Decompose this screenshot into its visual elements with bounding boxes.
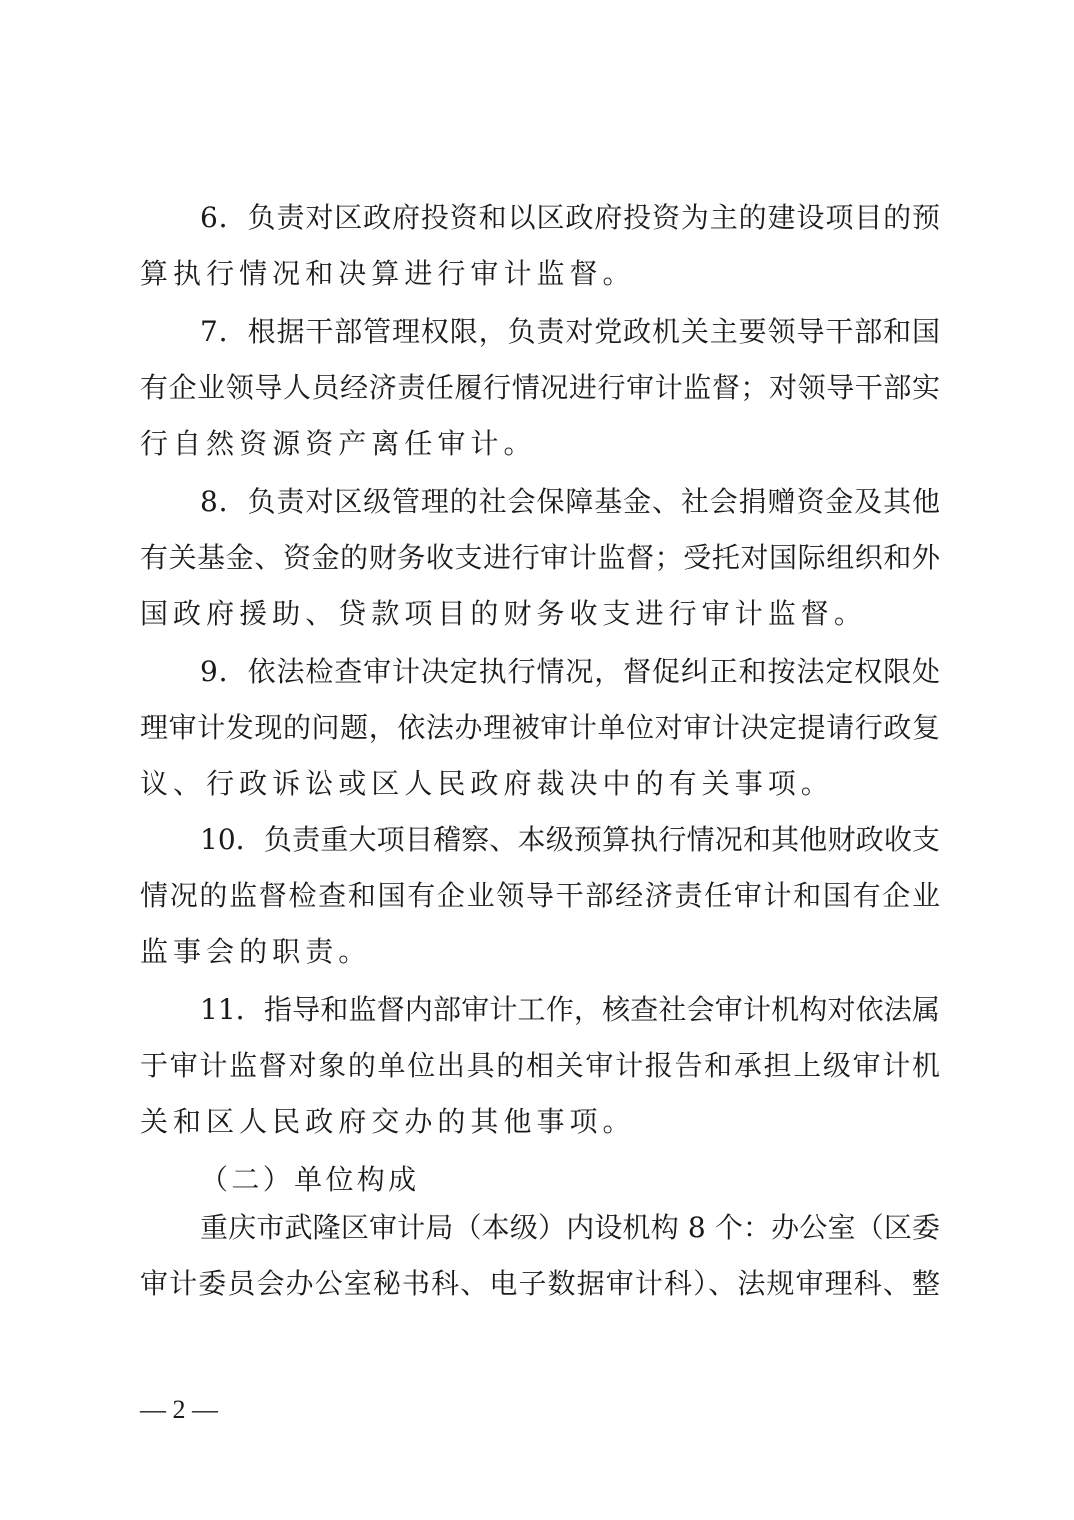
paragraph-10-line-3: 监事会的职责。 bbox=[140, 935, 372, 968]
paragraph-11-line-2: 于审计监督对象的单位出具的相关审计报告和承担上级审计机 bbox=[140, 1049, 940, 1082]
paragraph-7-line-1: 7．根据干部管理权限，负责对党政机关主要领导干部和国 bbox=[200, 315, 940, 348]
paragraph-8-line-2: 有关基金、资金的财务收支进行审计监督；受托对国际组织和外 bbox=[140, 541, 940, 574]
paragraph-10-line-1: 10．负责重大项目稽察、本级预算执行情况和其他财政收支 bbox=[200, 823, 940, 856]
paragraph-11-line-3: 关和区人民政府交办的其他事项。 bbox=[140, 1105, 636, 1138]
section-heading: （二）单位构成 bbox=[200, 1163, 420, 1196]
paragraph-6-line-2: 算执行情况和决算进行审计监督。 bbox=[140, 257, 636, 290]
page-number: — 2 — bbox=[140, 1395, 218, 1424]
paragraph-6-line-1: 6．负责对区政府投资和以区政府投资为主的建设项目的预 bbox=[200, 201, 940, 234]
paragraph-10-line-2: 情况的监督检查和国有企业领导干部经济责任审计和国有企业 bbox=[140, 879, 940, 912]
paragraph-7-line-2: 有企业领导人员经济责任履行情况进行审计监督；对领导干部实 bbox=[140, 371, 940, 404]
paragraph-9-line-2: 理审计发现的问题，依法办理被审计单位对审计决定提请行政复 bbox=[140, 711, 940, 744]
paragraph-8-line-3: 国政府援助、贷款项目的财务收支进行审计监督。 bbox=[140, 597, 867, 630]
paragraph-9-line-1: 9．依法检查审计决定执行情况，督促纠正和按法定权限处 bbox=[200, 655, 940, 688]
paragraph-9-line-3: 议、行政诉讼或区人民政府裁决中的有关事项。 bbox=[140, 767, 834, 800]
final-paragraph-line-2: 审计委员会办公室秘书科、电子数据审计科）、法规审理科、整 bbox=[140, 1267, 940, 1300]
paragraph-11-line-1: 11．指导和监督内部审计工作，核查社会审计机构对依法属 bbox=[200, 993, 940, 1026]
final-paragraph-line-1: 重庆市武隆区审计局（本级）内设机构 8 个：办公室（区委 bbox=[200, 1211, 940, 1244]
paragraph-8-line-1: 8．负责对区级管理的社会保障基金、社会捐赠资金及其他 bbox=[200, 485, 940, 518]
paragraph-7-line-3: 行自然资源资产离任审计。 bbox=[140, 427, 537, 460]
